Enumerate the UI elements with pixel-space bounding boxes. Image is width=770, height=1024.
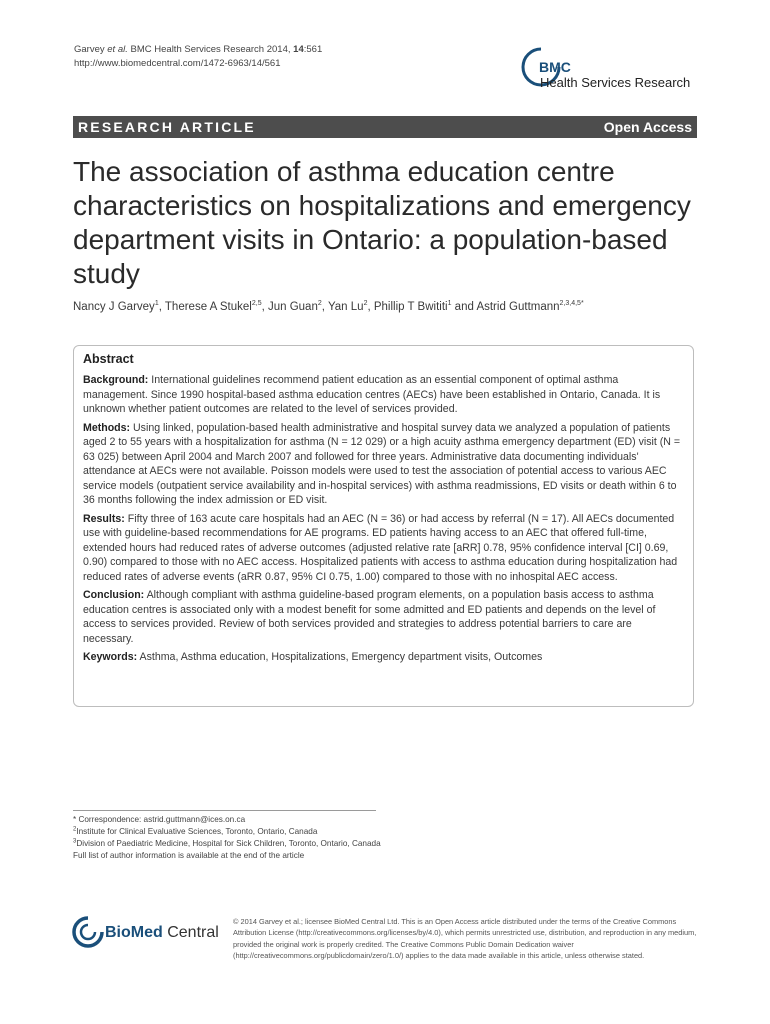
author: Nancy J Garvey$^1$, (73, 300, 165, 313)
journal-logo (521, 47, 701, 95)
biomed-central-swoosh-icon (72, 915, 104, 951)
abstract-heading: Abstract (83, 352, 134, 366)
article-type-label: RESEARCH ARTICLE (78, 119, 256, 135)
abstract-keywords: Keywords: Asthma, Asthma education, Hospitalizations, Emergency department visits, Outcomes (83, 651, 543, 663)
abstract-methods: Methods: Using linked, population-based health administrative and hospital survey data we analyzed a population of patients aged 2 to 55 years with a hospitalization for asthma (N = 12 029) or a high acuity asthma emergency department (ED) visit (N = 63 025) between April 2004 and March 2007 and followed for three years. Administrative data documenting individuals' attendance at AECs were not available. Poisson models were used to test the association of potential access to various AEC service models (outpatient service availability and in-hospital services) with asthma readmissions, ED visits or death within 6 to 36 months following the index admission or ED visit. (83, 421, 681, 506)
author: Therese A Stukel$^{2,5}$, (164, 300, 268, 313)
footnote-divider (73, 810, 376, 811)
footnote-affiliation-2: $^2$Institute for Clinical Evaluative Sciences, Toronto, Ontario, Canada (73, 826, 318, 836)
author: Jun Guan$^2$, (267, 300, 328, 313)
biomed-central-logo-text: BioMed Central (105, 924, 219, 941)
citation-line (74, 43, 322, 57)
journal-logo-name: Health Services Research (540, 75, 691, 90)
footnote-full-list: Full list of author information is available at the end of the article (73, 851, 305, 860)
author: Astrid Guttmann$^{2,3,4,5*}$ (476, 300, 584, 313)
footnotes (73, 814, 383, 862)
citation-header (74, 43, 322, 71)
journal-logo-bmc: BMC (539, 59, 571, 75)
citation-article-number: :561 (303, 44, 323, 55)
citation-journal: BMC Health Services Research 2014, (127, 44, 294, 55)
biomed-central-logo (72, 915, 222, 955)
citation-volume: 14 (293, 44, 304, 55)
author-list (73, 299, 703, 315)
article-type-bar (73, 116, 697, 138)
author: Yan Lu$^2$, (327, 300, 374, 313)
footnote-correspondence: * Correspondence: astrid.guttmann@ices.on.ca (73, 815, 246, 824)
citation-et-al: et al. (107, 44, 128, 55)
license-text: © 2014 Garvey et al.; licensee BioMed Central Ltd. This is an Open Access article distributed under the terms of the Creative Commons Attribution License (http://creativecommons.org/licenses/by/4.0), which permits unrestricted use, distribution, and reproduction in any medium, provided the original work is properly credited. The Creative Commons Public Domain Dedication waiver (http://creativecommons.org/publicdomain/zero/1.0/) applies to the data made available in this article, unless otherwise stated. (233, 917, 697, 961)
author: Phillip T Bwititi$^1$ and (373, 300, 477, 313)
abstract-box (73, 345, 694, 707)
citation-author: Garvey (74, 44, 105, 55)
abstract-results: Results: Fifty three of 163 acute care hospitals had an AEC (N = 36) or had access by referral (N = 17). All AECs documented use with guideline-based recommendations for AE programs. ED patients having access to an AEC that offered full-time, extended hours had reduced rates of adverse outcomes (adjusted relative rate [aRR] 0.78, 95% confidence interval [CI] 0.69, 0.90) compared to those with no AEC access. Hospitalized patients with access to asthma education during hospitalization had reduced rates of adverse events (aRR 0.87, 95% CI 0.75, 1.00) compared to those with no inhospital AEC access. (83, 512, 678, 583)
article-title: The association of asthma education centre characteristics on hospitalizations and emergency department visits in Ontario: a population-based study (73, 156, 691, 289)
open-access-label: Open Access (603, 119, 692, 135)
abstract-content (83, 352, 685, 669)
abstract-background: Background: International guidelines recommend patient education as an essential component of optimal asthma management. Since 1990 hospital-based asthma education centres (AECs) have been established in Ontario, Canada. It is unknown whether patient outcomes are related to the level of services provided. (83, 374, 661, 415)
footnote-affiliation-3: $^3$Division of Paediatric Medicine, Hospital for Sick Children, Toronto, Ontario, Canada (73, 838, 381, 848)
abstract-conclusion: Conclusion: Although compliant with asthma guideline-based program elements, on a population basis access to asthma education centres is associated only with a modest benefit for some admitted and ED patients and depends on the level of access to services provided. Review of both services provided and strategies to address potential barriers to care are necessary. (83, 589, 656, 645)
citation-url[interactable]: http://www.biomedcentral.com/1472-6963/14/561 (74, 58, 281, 69)
